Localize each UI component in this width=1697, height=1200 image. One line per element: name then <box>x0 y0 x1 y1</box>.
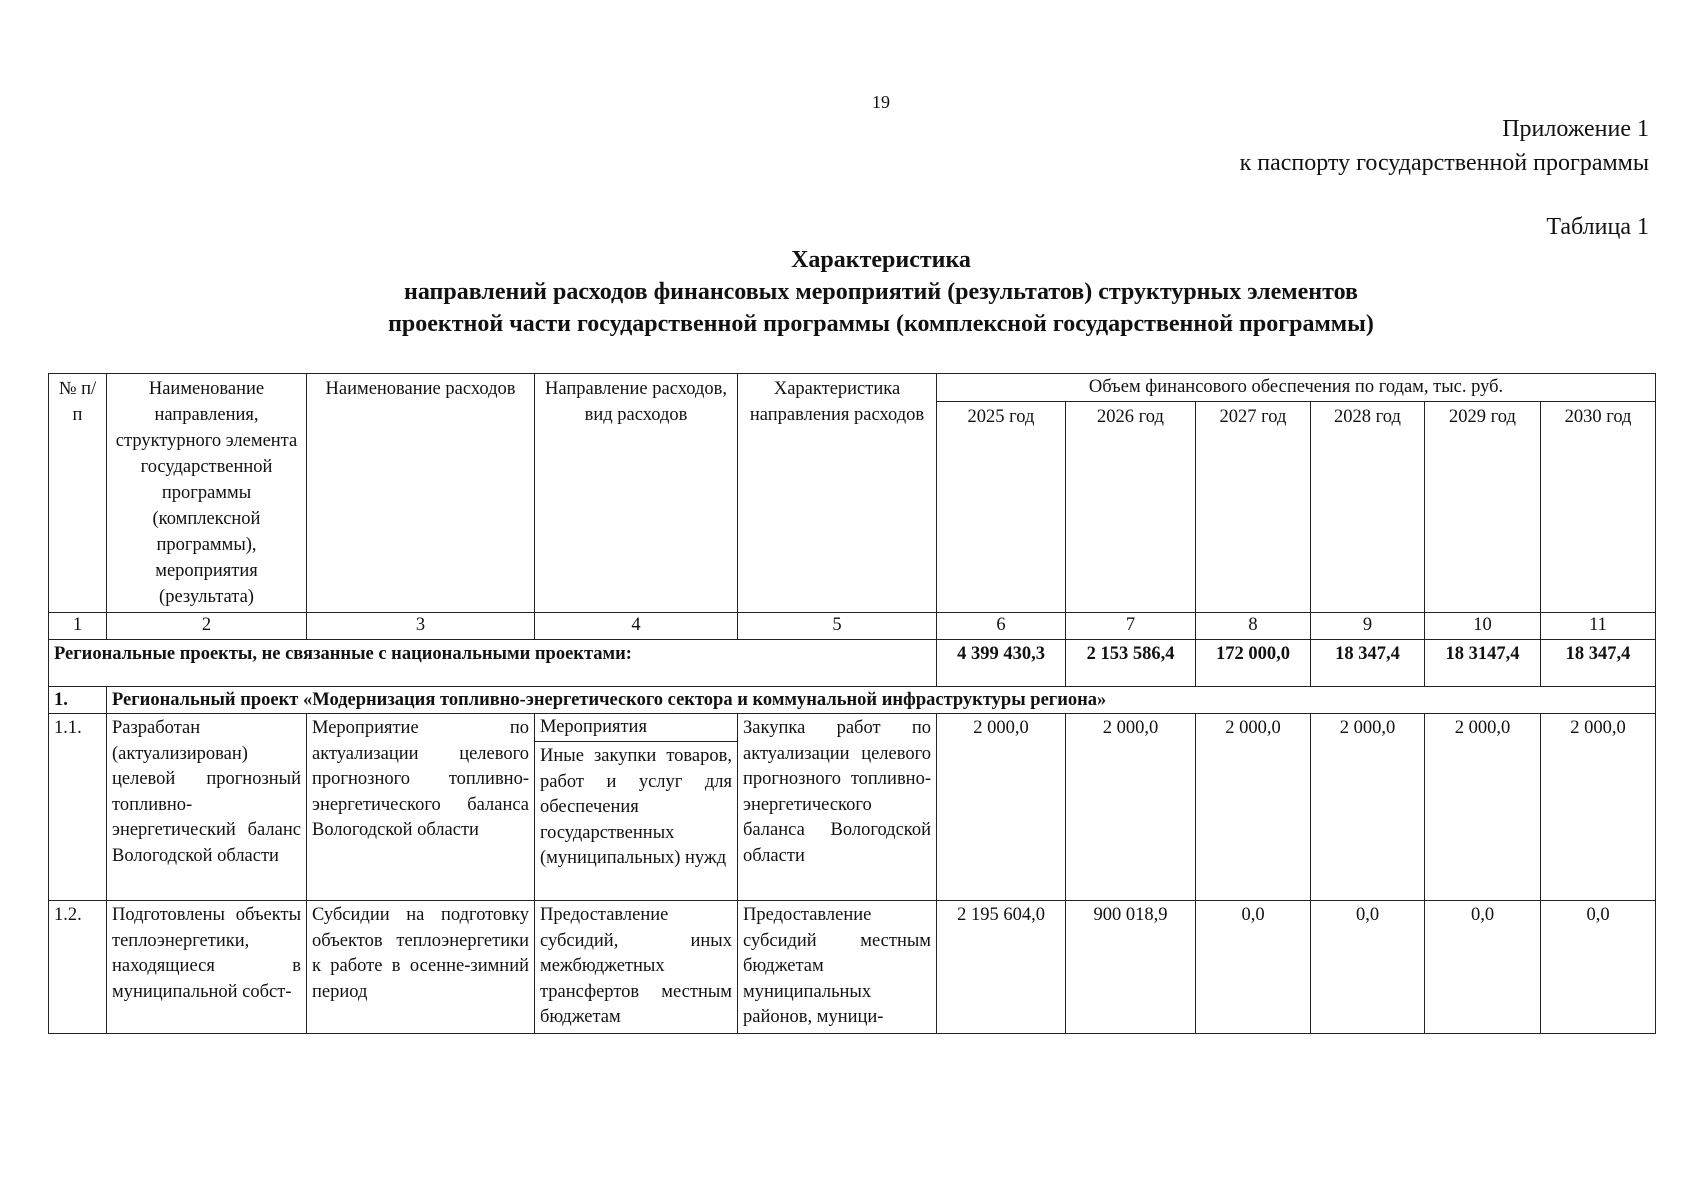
row-value: 2 000,0 <box>937 714 1066 901</box>
column-number: 10 <box>1425 613 1541 640</box>
row-value: 0,0 <box>1541 901 1656 1034</box>
column-number: 4 <box>535 613 738 640</box>
total-value: 4 399 430,3 <box>937 640 1066 687</box>
total-value: 18 347,4 <box>1541 640 1656 687</box>
row-number: 1.1. <box>49 714 107 901</box>
header-no: № п/п <box>49 374 107 613</box>
row-value: 2 195 604,0 <box>937 901 1066 1034</box>
table-row <box>49 901 1656 1034</box>
row-value: 2 000,0 <box>1541 714 1656 901</box>
header-financing: Объем финансового обеспечения по годам, тыс. руб. <box>937 374 1656 402</box>
row-characteristic: Предоставление субсидий местным бюджетам муниципальных районов, муници- <box>738 901 937 1034</box>
row-value: 2 000,0 <box>1425 714 1541 901</box>
section-row <box>49 687 1656 714</box>
column-number: 7 <box>1066 613 1196 640</box>
total-label: Региональные проекты, не связанные с национальными проектами: <box>49 640 937 687</box>
row-characteristic: Закупка работ по актуализации целевого прогнозного топливно-энергетического баланса Вологодской области <box>738 714 937 901</box>
row-name: Подготовлены объекты теплоэнергетики, находящиеся в муниципальной собст- <box>107 901 307 1034</box>
header-name-expenses: Наименование расходов <box>307 374 535 613</box>
header-year: 2029 год <box>1425 401 1541 612</box>
section-label: Региональный проект «Модернизация топливно-энергетического сектора и коммунальной инфраструктуры региона» <box>107 687 1656 714</box>
page-number: 19 <box>872 92 890 112</box>
column-number: 9 <box>1311 613 1425 640</box>
total-value: 172 000,0 <box>1196 640 1311 687</box>
header-characteristic: Характеристика направления расходов <box>738 374 937 613</box>
total-value: 2 153 586,4 <box>1066 640 1196 687</box>
header-year: 2025 год <box>937 401 1066 612</box>
row-direction: Иные закупки товаров, работ и услуг для обеспечения государственных (муниципальных) нужд <box>540 746 732 868</box>
header-name-direction: Наименование направления, структурного элемента государственной программы (комплексной программы), мероприятия (результата) <box>107 374 307 613</box>
row-value: 0,0 <box>1311 901 1425 1034</box>
row-value: 0,0 <box>1196 901 1311 1034</box>
column-number: 2 <box>107 613 307 640</box>
column-number: 5 <box>738 613 937 640</box>
document-title-line3: проектной части государственной программы (комплексной государственной программы) <box>388 311 1374 337</box>
row-expense: Субсидии на подготовку объектов теплоэнергетики к работе в осенне-зимний период <box>307 901 535 1034</box>
appendix-subtitle: к паспорту государственной программы <box>1239 150 1649 176</box>
financing-table <box>48 373 1656 1034</box>
header-year: 2028 год <box>1311 401 1425 612</box>
row-expense: Мероприятие по актуализации целевого прогнозного топливно-энергетического баланса Вологодской области <box>307 714 535 901</box>
column-number: 3 <box>307 613 535 640</box>
row-name: Разработан (актуализирован) целевой прогнозный топливно-энергетический баланс Вологодской области <box>107 714 307 901</box>
column-number: 6 <box>937 613 1066 640</box>
row-value: 2 000,0 <box>1066 714 1196 901</box>
row-value: 2 000,0 <box>1196 714 1311 901</box>
header-year: 2026 год <box>1066 401 1196 612</box>
header-year: 2027 год <box>1196 401 1311 612</box>
table-row <box>49 714 1656 901</box>
document-title: Характеристика <box>791 247 971 273</box>
header-row <box>49 374 1656 402</box>
row-direction-type: Мероприятия <box>535 714 737 742</box>
header-direction-expenses: Направление расходов, вид расходов <box>535 374 738 613</box>
section-number: 1. <box>49 687 107 714</box>
column-numbers-row <box>49 613 1656 640</box>
row-value: 900 018,9 <box>1066 901 1196 1034</box>
document-title-line2: направлений расходов финансовых мероприятий (результатов) структурных элементов <box>404 279 1358 305</box>
header-year: 2030 год <box>1541 401 1656 612</box>
column-number: 11 <box>1541 613 1656 640</box>
column-number: 8 <box>1196 613 1311 640</box>
table-label: Таблица 1 <box>1546 214 1649 240</box>
row-direction-cell <box>535 714 738 901</box>
total-row <box>49 640 1656 687</box>
column-number: 1 <box>49 613 107 640</box>
row-value: 0,0 <box>1425 901 1541 1034</box>
row-value: 2 000,0 <box>1311 714 1425 901</box>
row-number: 1.2. <box>49 901 107 1034</box>
row-direction: Предоставление субсидий, иных межбюджетных трансфертов местным бюджетам <box>535 901 738 1034</box>
appendix-label: Приложение 1 <box>1502 116 1649 142</box>
total-value: 18 347,4 <box>1311 640 1425 687</box>
total-value: 18 3147,4 <box>1425 640 1541 687</box>
